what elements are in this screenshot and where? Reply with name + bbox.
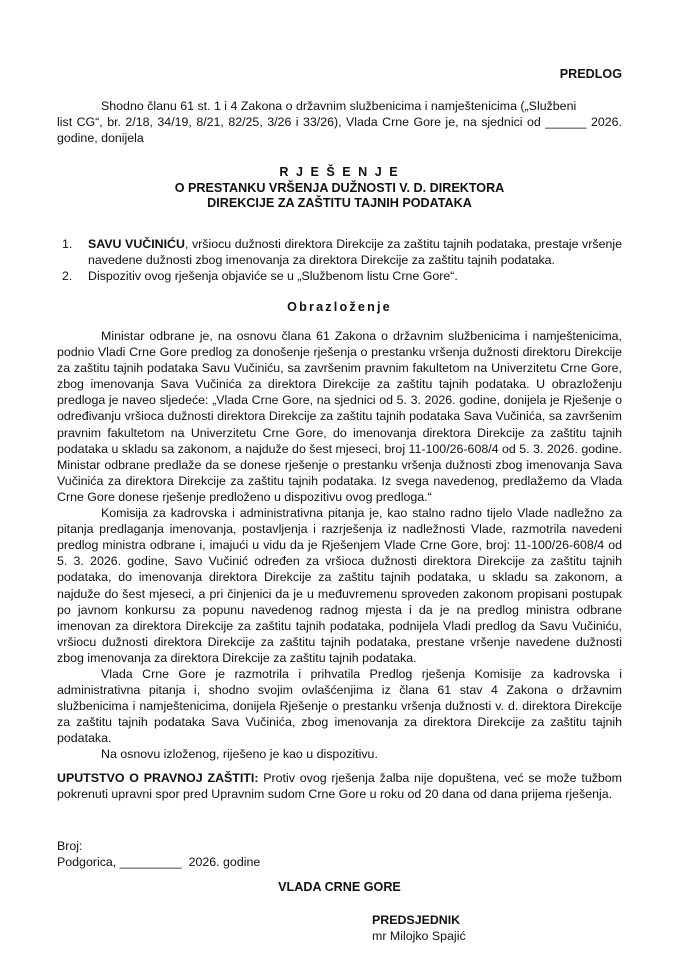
president-name: mr Milojko Spajić	[372, 928, 466, 943]
item-number: 2.	[62, 269, 73, 284]
title-line-2: O PRESTANKU VRŠENJA DUŽNOSTI V. D. DIREKTORA	[174, 180, 505, 195]
document-reference	[57, 838, 260, 870]
government-signature: VLADA CRNE GORE	[278, 880, 401, 894]
item-text: Dispozitiv ovog rješenja objaviće se u „Službenom listu Crne Gore“.	[88, 269, 458, 284]
president-block	[372, 913, 466, 944]
intro-line-2: list CG“, br. 2/18, 34/19, 8/21, 82/25, 3/26 i 33/26), Vlada Crne Gore je, na sjednici od ______ 2026. godine, donijela	[57, 115, 622, 146]
item-bold-name: SAVU VUČINIĆU	[88, 237, 185, 251]
intro-line-1: Shodno članu 61 st. 1 i 4 Zakona o državnim službenicima i namještenicima („Službeni	[101, 99, 577, 113]
place-date: Podgorica, _________ 2026. godine	[57, 855, 261, 870]
legal-notice-text: Protiv ovog rješenja žalba nije dopuštena, već se može tužbom pokrenuti upravni spor pred Upravnim sudom Crne Gore u roku od 20 dana od dana prijema rješenja.	[57, 771, 623, 802]
title-line-3: DIREKCIJE ZA ZAŠTITU TAJNIH PODATAKA	[207, 196, 472, 210]
reasoning-body	[57, 328, 622, 763]
reasoning-paragraph: Komisija za kadrovska i administrativna pitanja je, kao stalno radno tijelo Vlade nadležno za pitanja predlaganja imenovanja, postavljenja i razrješenja iz nadležnosti Vlade, razmotrila navedeni predlog ministra odbrane i, imajući u vidu da je Rješenjem Vlade Crne Gore, broj: 11-100/26-608/4 od 5. 3. 2026. godine, Savo Vučinić određen za vršioca dužnosti direktora Direkcije za zaštitu tajnih podataka, do imenovanja direktora Direkcije za zaštitu tajnih podataka, u skladu sa zakonom, a najduže do šest mjeseci, a pri činjenici da je u međuvremenu sproveden zakonom propisani postupak po javnom konkursu za popunu navedenog radnog mjesta i da je na predlog ministra odbrane imenovan za direktora Direkcije za zaštitu tajnih podataka, podnijela Vladi predlog da Savu Vučiniću, vršiocu dužnosti direktora Direkcije za zaštitu tajnih podataka, prestane vršenje navedene dužnosti zbog imenovanja za direktora Direkcije za zaštitu tajnih podataka.	[57, 506, 622, 665]
item-text	[88, 236, 622, 268]
reasoning-paragraph: Vlada Crne Gore je razmotrila i prihvatila Predlog rješenja Komisije za kadrovska i administrativna pitanja i, shodno svojim ovlašćenjima iz člana 61 stav 4 Zakona o državnim službenicima i namještenicima, donijela Rješenje o prestanku vršenja dužnosti v. d. direktora Direkcije za zaštitu tajnih podataka Sava Vučinića, zbog imenovanja za direktora Direkcije za zaštitu tajnih podataka.	[57, 666, 622, 746]
dispositive-list	[57, 236, 622, 285]
reasoning-paragraph: Ministar odbrane je, na osnovu člana 61 Zakona o državnim službenicima i namještenicima, podnio Vladi Crne Gore predlog za donošenje rješenja o prestanku vršenja dužnosti direktoru Direkcije za zaštitu tajnih podataka Savu Vučiniću, sa završenim pravnim fakultetom na Univerzitetu Crne Gore, zbog imenovanja Sava Vučinića za direktora Direkcije za zaštitu tajnih podataka. U obrazloženju predloga je naveo sljedeće: „Vlada Crne Gore, na sjednici od 5. 3. 2026. godine, donijela je Rješenje o određivanju vršioca dužnosti direktora Direkcije za zaštitu tajnih podataka Sava Vučinića, sa završenim pravnim fakultetom na Univerzitetu Crne Gore, do imenovanja direktora Direkcije za zaštitu tajnih podataka u skladu sa zakonom, a najduže do šest mjeseci, broj 11-100/26-608/4 od 5. 3. 2026. godine. Ministar odbrane predlaže da se donese rješenje o prestanku vršenja dužnosti zbog imenovanja Sava Vučinića za direktora Direkcije za zaštitu tajnih podataka. Iz svega navedenog, predlažemo da Vlada Crne Gore donese rješenje predloženo u dispozitivu ovog predloga.“	[57, 329, 622, 504]
dispositive-item	[57, 268, 622, 284]
reasoning-paragraph: Na osnovu izloženog, riješeno je kao u dispozitivu.	[101, 747, 378, 762]
reference-number-label: Broj:	[57, 839, 83, 853]
item-rest: , vršiocu dužnosti direktora Direkcije za zaštitu tajnih podataka, prestaje vršenje navedene dužnosti zbog imenovanja za direktora Direkcije za zaštitu tajnih podataka.	[88, 237, 622, 268]
legal-notice	[57, 770, 622, 802]
decision-title	[0, 165, 679, 212]
draft-label: PREDLOG	[559, 67, 622, 81]
title-line-1: R J E Š E N J E	[279, 165, 400, 179]
reasoning-heading: Obrazloženje	[287, 300, 392, 314]
legal-notice-label: UPUTSTVO O PRAVNOJ ZAŠTITI:	[57, 771, 259, 785]
item-number: 1.	[62, 237, 73, 251]
president-title: PREDSJEDNIK	[372, 913, 461, 927]
dispositive-item	[57, 236, 622, 268]
